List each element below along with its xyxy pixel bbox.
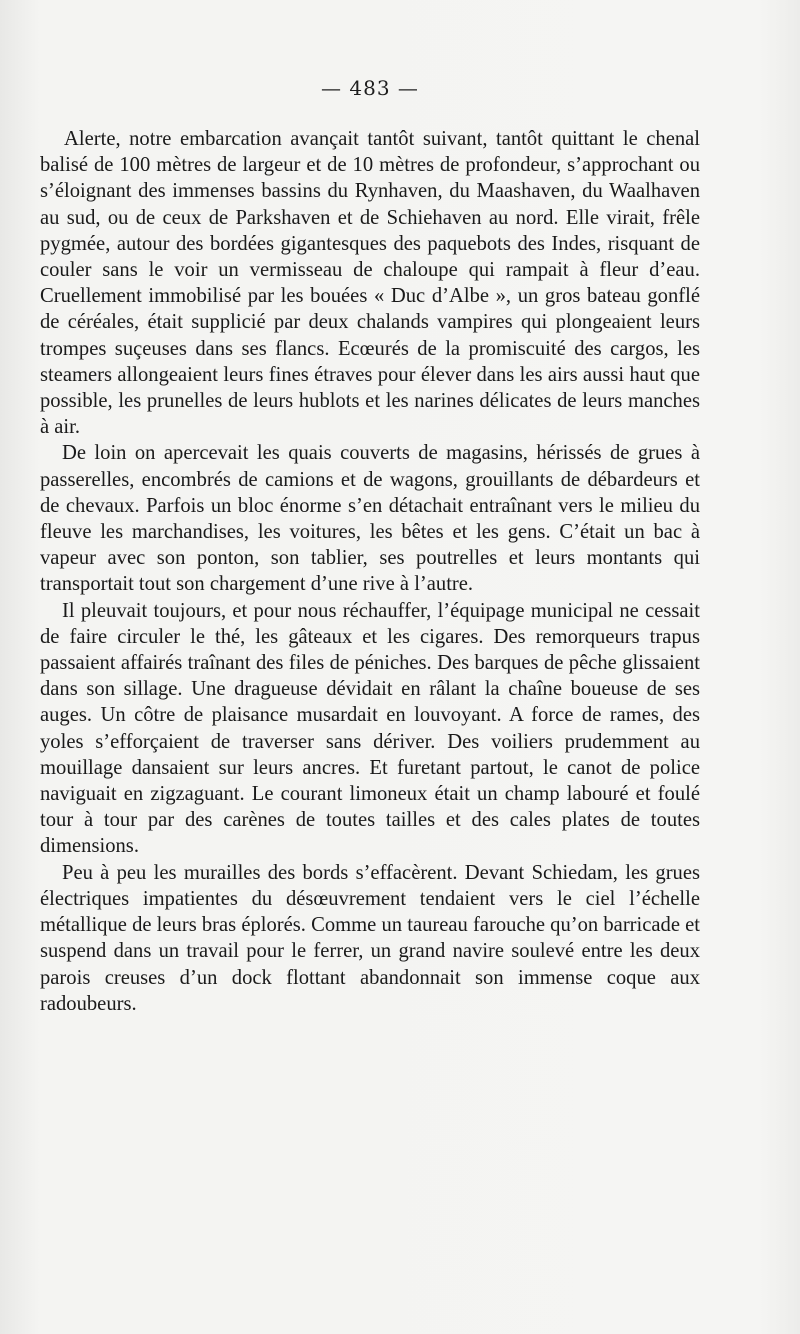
paragraph-3: Il pleuvait toujours, et pour nous réchauffer, l’équipage municipal ne cessait de faire circuler le thé, les gâteaux et les cigares. Des remorqueurs trapus passaient affairés traînant des files de péniches. Des barques de pêche glissaient dans son sillage. Une dragueuse dévidait en râlant la chaîne boueuse de ses auges. Un côtre de plaisance musardait en louvoyant. A force de rames, des yoles s’efforçaient de traverser sans dériver. Des voiliers prudemment au mouillage dansaient sur leurs ancres. Et furetant partout, le canot de police naviguait en zigzaguant. Le courant limoneux était un champ labouré et foulé tour à tour par des carènes de toutes tailles et des cales plates de toutes dimensions. [40,599,700,858]
body-text [40,126,700,1017]
page-number: — 483 — [321,76,419,100]
paragraph-1: Alerte, notre embarcation avançait tantôt suivant, tantôt quittant le chenal balisé de 100 mètres de largeur et de 10 mètres de profondeur, s’approchant ou s’éloignant des immenses bassins du Rynhaven, du Maashaven, du Waalhaven au sud, ou de ceux de Parkshaven et de Schiehaven au nord. Elle virait, frêle pygmée, autour des bordées gigantesques des paquebots des Indes, risquant de couler sans le voir un vermisseau de chaloupe qui rampait à fleur d’eau. Cruellement immobilisé par les bouées « Duc d’Albe », un gros bateau gonflé de céréales, était supplicié par deux chalands vampires qui plongeaient leurs trompes suçeuses dans ses flancs. Ecœurés de la promiscuité des cargos, les steamers allongeaient leurs fines étraves pour élever dans les airs aussi haut que possible, les prunelles de leurs hublots et les narines délicates de leurs manches à air. [40,128,700,439]
paragraph-2: De loin on apercevait les quais couverts de magasins, hérissés de grues à passerelles, encombrés de camions et de wagons, grouillants de débardeurs et de chevaux. Parfois un bloc énorme s’en détachait entraînant vers le milieu du fleuve les marchandises, les voitures, les bêtes et les gens. C’était un bac à vapeur avec son ponton, son tablier, ses poutrelles et leurs montants qui transportait tout son chargement d’une rive à l’autre. [40,442,700,596]
paragraph-4: Peu à peu les murailles des bords s’effacèrent. Devant Schiedam, les grues électriques impatientes du désœuvrement tendaient vers le ciel l’échelle métallique de leurs bras éplorés. Comme un taureau farouche qu’on barricade et suspend dans un travail pour le ferrer, un grand navire soulevé entre les deux parois creuses d’un dock flottant abandonnait son immense coque aux radoubeurs. [40,861,700,1015]
